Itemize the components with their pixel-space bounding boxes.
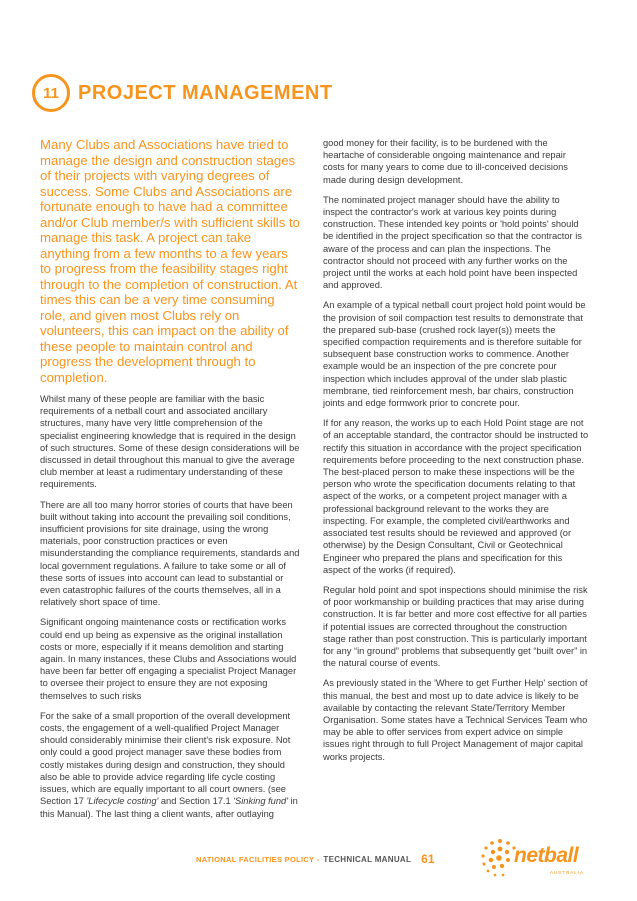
body-paragraph: An example of a typical netball court project hold point would be the provision of soil compaction test results to demonstrate that the prepared sub-base (crushed rock layer(s)) meets the specified compaction requirements and is therefore suitable for subsequent base construction works to commence. Another example would be an inspection of the pre concrete pour inspection which includes approval of the under slab plastic membrane, tied reinforcement mesh, bar chairs, construction joints and edge formwork prior to concrete pour. bbox=[323, 300, 586, 409]
netball-logo bbox=[478, 836, 590, 880]
body-paragraph: As previously stated in the 'Where to get Further Help' section of this manual, the best and most up to date advice is likely to be available by contacting the relevant State/Territory Member Organisation. Some states have a Technical Services Team who may be able to offer services from expert advice on simple issues right through to full Project Management of major capital works projects. bbox=[323, 678, 588, 762]
footer-policy-label: NATIONAL FACILITIES POLICY - bbox=[196, 854, 320, 864]
body-paragraph: If for any reason, the works up to each Hold Point stage are not of an acceptable standard, the contractor should be instructed to rectify this situation in accordance with the project specification requirements before proceeding to the next construction phase. The best-placed person to make these inspections will be the person who wrote the specification documents relating to that aspect of the works, or a competent project manager with a professional background relevant to the works they are inspecting. For example, the completed civil/earthworks and associated test results should be reviewed and approved (or otherwise) by the Design Consultant, Civil or Geotechnical Engineer who prepared the plans and specification for this aspect of the works (if required). bbox=[323, 418, 589, 575]
body-paragraph bbox=[40, 710, 302, 820]
section-ref-italic: 'Lifecycle costing' bbox=[86, 796, 159, 807]
section-number: 11 bbox=[43, 84, 59, 102]
body-paragraph: Regular hold point and spot inspections should minimise the risk of poor workmanship or building practices that may arise during construction. It is far better and more cost effective for all parties if potential issues are corrected throughout the construction stage rather than post construction. This is particularly important for any “in ground” problems that subsequently get “built over” in the natural course of events. bbox=[323, 584, 588, 669]
footer-manual-label: TECHNICAL MANUAL bbox=[323, 854, 412, 864]
body-paragraph: Whilst many of these people are familiar with the basic requirements of a netball court and associated ancillary structures, many have very little comprehension of the specialist engineering knowledge that is required in the design of such structures. Some of these design considerations will be discussed in detail throughout this manual to give the average club member at least a rudimentary understanding of these requirements. bbox=[40, 394, 300, 490]
section-number-badge bbox=[32, 74, 70, 112]
page-number: 61 bbox=[421, 852, 435, 866]
logo-wordmark: netball bbox=[514, 844, 579, 867]
logo-subtitle: AUSTRALIA bbox=[550, 870, 585, 875]
body-paragraph: Significant ongoing maintenance costs or rectification works could end up being as expensive as the original installation costs or more, especially if it means demolition and starting again. In many instances, these Clubs and Associations would have been far better off engaging a specialist Project Manager to oversee their project to ensure they are not exposing themselves to such risks bbox=[40, 617, 297, 701]
text-run: and Section 17.1 bbox=[158, 796, 234, 807]
page-footer bbox=[196, 852, 435, 866]
text-run: in this Manual). The last thing a client wants, after outlaying bbox=[40, 796, 298, 819]
section-header bbox=[32, 74, 333, 112]
section-ref-italic: 'Sinking fund' bbox=[233, 796, 288, 807]
text-run: For the sake of a small proportion of the overall development costs, the engagement of a well-qualified Project Manager should considerably minimise their client's risk exposure. Not only could a good project manager save these bodies from costly mistakes during design and construction, they should also be able to provide advice regarding life cycle costing issues, which are equally important to all court owners. (see Section 17 bbox=[40, 710, 291, 807]
page-title: PROJECT MANAGEMENT bbox=[78, 81, 333, 104]
lead-paragraph: Many Clubs and Associations have tried to manage the design and construction stages of their projects with varying degrees of success. Some Clubs and Associations are fortunate enough to have had a committee and/or Club member/s with sufficient skills to manage this task. A project can take anything from a few months to a few years to progress from the feasibility stages right through to the completion of construction. At times this can be a very time consuming role, and given most Clubs rely on volunteers, this can impact on the ability of these people to maintain control and progress the development through to completion. bbox=[40, 137, 300, 385]
body-paragraph: good money for their facility, is to be burdened with the heartache of considerable ongoing maintenance and repair costs for many years to come due to ill-conceived decisions made during design development. bbox=[323, 138, 568, 185]
right-column bbox=[323, 137, 589, 771]
body-paragraph: There are all too many horror stories of courts that have been built without taking into account the prevailing soil conditions, insufficient provisions for site drainage, using the wrong materials, poor construction practices or even misunderstanding the compliance requirements, standards and local government regulations. A failure to take some or all of these sorts of issues into account can lead to substantial or even catastrophic failures of the courts themselves, all in a relatively short space of time. bbox=[40, 499, 300, 608]
body-paragraph: The nominated project manager should have the ability to inspect the contractor's work at various key points during construction. These intended key points or 'hold points' should be identified in the project specification so that the contractor is aware of the process and can plan the inspections. The contractor should not proceed with any further works on the project until the works at each hold point have been inspected and approved. bbox=[323, 194, 582, 291]
left-column bbox=[40, 137, 302, 828]
